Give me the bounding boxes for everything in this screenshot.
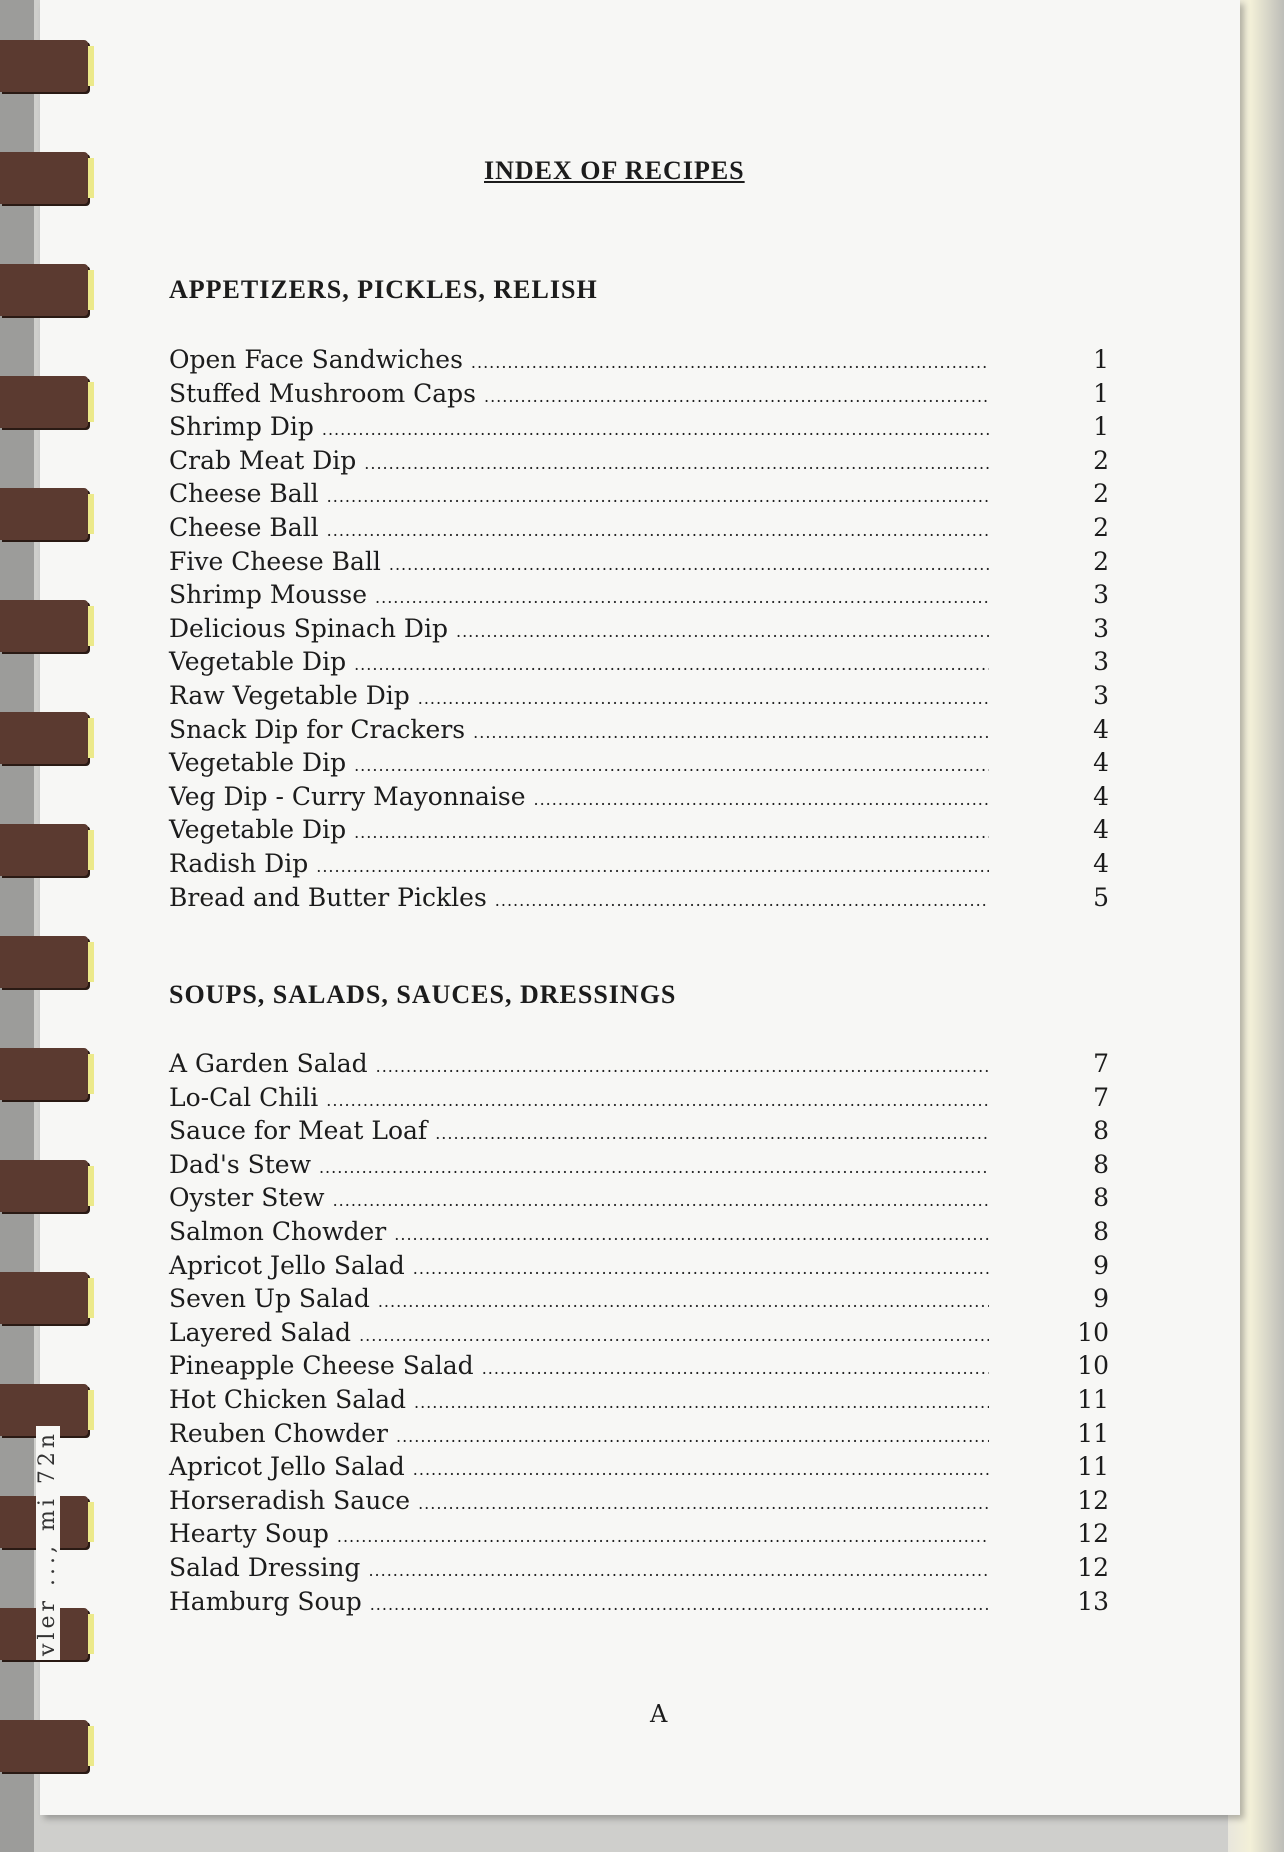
index-entry [169, 412, 1109, 446]
dot-leader [389, 555, 989, 574]
dot-leader [370, 1595, 989, 1614]
recipe-name: Raw Vegetable Dip [169, 681, 410, 710]
binding-ring [0, 40, 88, 92]
binding-ring [0, 936, 88, 988]
page-number: A [650, 1700, 668, 1728]
recipe-page: 7 [1093, 1082, 1109, 1112]
recipe-page: 9 [1093, 1284, 1109, 1314]
section-heading: APPETIZERS, PICKLES, RELISH [169, 275, 598, 304]
recipe-page: 12 [1077, 1485, 1109, 1515]
recipe-page: 11 [1077, 1385, 1109, 1414]
index-entry [169, 1183, 1109, 1217]
recipe-name: A Garden Salad [169, 1049, 368, 1078]
recipe-page: 4 [1093, 714, 1109, 744]
recipe-page: 11 [1077, 1418, 1109, 1448]
index-entry [169, 1251, 1109, 1285]
recipe-page: 4 [1093, 781, 1109, 811]
recipe-name: Hearty Soup [169, 1519, 329, 1549]
index-entry [169, 1217, 1109, 1251]
recipe-page: 10 [1077, 1351, 1109, 1381]
dot-leader [354, 756, 989, 775]
binding-ring [0, 1048, 88, 1100]
dot-leader [359, 1326, 989, 1345]
dot-leader [376, 1057, 989, 1076]
dot-leader [333, 1191, 989, 1210]
index-entry [169, 1519, 1109, 1553]
recipe-name: Layered Salad [169, 1317, 352, 1347]
index-entry [169, 883, 1109, 917]
recipe-name: Horseradish Sauce [169, 1485, 411, 1515]
binding-ring [0, 488, 88, 540]
recipe-page: 9 [1093, 1250, 1109, 1280]
index-entry [169, 849, 1109, 883]
recipe-page: 12 [1077, 1553, 1109, 1582]
index-entry [169, 1587, 1109, 1621]
recipe-name: Oyster Stew [169, 1183, 325, 1213]
index-entry [169, 379, 1109, 413]
recipe-name: Lo-Cal Chili [169, 1082, 319, 1112]
index-entry [169, 782, 1109, 816]
binding-ring [0, 1272, 88, 1324]
index-entry [169, 1049, 1109, 1083]
recipe-name: Apricot Jello Salad [169, 1250, 405, 1280]
recipe-name: Crab Meat Dip [169, 445, 357, 475]
index-entry [169, 1083, 1109, 1117]
dot-leader [327, 487, 989, 506]
recipe-name: Bread and Butter Pickles [169, 882, 487, 912]
index-entry [169, 1553, 1109, 1587]
index-entry [169, 1385, 1109, 1419]
binding-ring [0, 824, 88, 876]
recipe-name: Vegetable Dip [169, 748, 347, 778]
recipe-page: 2 [1093, 546, 1109, 576]
dot-leader [319, 1158, 989, 1177]
index-entry [169, 1116, 1109, 1150]
index-entry [169, 647, 1109, 681]
recipe-page: 10 [1077, 1317, 1109, 1347]
recipe-name: Apricot Jello Salad [169, 1452, 405, 1482]
recipe-page: 8 [1093, 1217, 1109, 1246]
recipe-page: 4 [1093, 849, 1109, 878]
recipe-page: 3 [1093, 647, 1109, 677]
binding-ring [0, 376, 88, 428]
binding-ring [0, 264, 88, 316]
recipe-name: Salad Dressing [169, 1553, 361, 1582]
recipe-name: Salmon Chowder [169, 1217, 387, 1246]
recipe-name: Vegetable Dip [169, 815, 347, 845]
binding-ring [0, 600, 88, 652]
recipe-name: Stuffed Mushroom Caps [169, 378, 476, 408]
binding-ring [0, 152, 88, 204]
recipe-name: Cheese Ball [169, 513, 319, 542]
dot-leader [484, 387, 989, 406]
recipe-name: Hamburg Soup [169, 1586, 362, 1616]
dot-leader [418, 689, 989, 708]
index-entry [169, 1318, 1109, 1352]
index-entry [169, 513, 1109, 547]
dot-leader [375, 588, 989, 607]
index-entry [169, 715, 1109, 749]
recipe-page: 8 [1093, 1149, 1109, 1179]
recipe-page: 11 [1077, 1452, 1109, 1482]
recipe-page: 4 [1093, 815, 1109, 845]
dot-leader [364, 454, 989, 473]
recipe-name: Sauce for Meat Loaf [169, 1116, 428, 1146]
dot-leader [316, 857, 989, 876]
index-entry [169, 1452, 1109, 1486]
recipe-name: Vegetable Dip [169, 647, 347, 677]
dot-leader [418, 1494, 989, 1513]
recipe-page: 7 [1093, 1049, 1109, 1078]
dot-leader [368, 1561, 989, 1580]
recipe-page: 12 [1077, 1519, 1109, 1549]
recipe-page: 1 [1093, 345, 1109, 374]
dot-leader [534, 790, 990, 809]
dot-leader [473, 723, 989, 742]
binding-ring [0, 1720, 88, 1772]
dot-leader [354, 655, 989, 674]
recipe-page: 3 [1093, 613, 1109, 643]
margin-note: vler ..., mi 72n [36, 1426, 60, 1660]
index-entry [169, 1284, 1109, 1318]
recipe-page: 3 [1093, 681, 1109, 710]
index-entry [169, 748, 1109, 782]
index-entry [169, 580, 1109, 614]
dot-leader [337, 1527, 989, 1546]
recipe-page: 8 [1093, 1116, 1109, 1146]
recipe-name: Snack Dip for Crackers [169, 714, 466, 744]
recipe-name: Pineapple Cheese Salad [169, 1351, 474, 1381]
dot-leader [327, 521, 989, 540]
dot-leader [413, 1460, 989, 1479]
recipe-page: 2 [1093, 445, 1109, 475]
recipe-name: Reuben Chowder [169, 1418, 388, 1448]
index-entry [169, 446, 1109, 480]
dot-leader [495, 891, 989, 910]
dot-leader [471, 353, 989, 372]
recipe-name: Open Face Sandwiches [169, 345, 463, 374]
dot-leader [435, 1124, 989, 1143]
index-entry [169, 815, 1109, 849]
index-entry [169, 1419, 1109, 1453]
recipe-page: 2 [1093, 479, 1109, 509]
recipe-name: Shrimp Dip [169, 412, 314, 442]
index-entry [169, 547, 1109, 581]
dot-leader [414, 1393, 989, 1412]
recipe-name: Radish Dip [169, 849, 309, 878]
recipe-name: Seven Up Salad [169, 1284, 370, 1314]
recipe-page: 1 [1093, 378, 1109, 408]
recipe-name: Shrimp Mousse [169, 580, 368, 610]
section-heading: SOUPS, SALADS, SAUCES, DRESSINGS [169, 980, 677, 1009]
dot-leader [354, 823, 989, 842]
index-entry [169, 345, 1109, 379]
dot-leader [378, 1292, 989, 1311]
recipe-page: 1 [1093, 412, 1109, 442]
dot-leader [456, 622, 989, 641]
recipe-name: Dad's Stew [169, 1149, 311, 1179]
recipe-name: Delicious Spinach Dip [169, 613, 448, 643]
recipe-page: 4 [1093, 748, 1109, 778]
recipe-name: Five Cheese Ball [169, 546, 381, 576]
recipe-name: Hot Chicken Salad [169, 1385, 406, 1414]
recipe-page: 8 [1093, 1183, 1109, 1213]
binding-ring [0, 1160, 88, 1212]
dot-leader [394, 1225, 989, 1244]
dot-leader [413, 1259, 989, 1278]
index-entry [169, 681, 1109, 715]
page-title: INDEX OF RECIPES [484, 156, 745, 185]
index-entry [169, 479, 1109, 513]
dot-leader [326, 1091, 989, 1110]
recipe-page: 5 [1093, 882, 1109, 912]
index-entry [169, 614, 1109, 648]
dot-leader [482, 1359, 989, 1378]
recipe-name: Veg Dip - Curry Mayonnaise [169, 781, 526, 811]
recipe-page: 3 [1093, 580, 1109, 610]
index-entry [169, 1351, 1109, 1385]
dot-leader [322, 420, 989, 439]
recipe-page: 2 [1093, 513, 1109, 542]
index-entry [169, 1486, 1109, 1520]
dot-leader [396, 1427, 989, 1446]
recipe-name: Cheese Ball [169, 479, 319, 509]
recipe-page: 13 [1077, 1586, 1109, 1616]
binding-ring [0, 712, 88, 764]
index-entry [169, 1150, 1109, 1184]
